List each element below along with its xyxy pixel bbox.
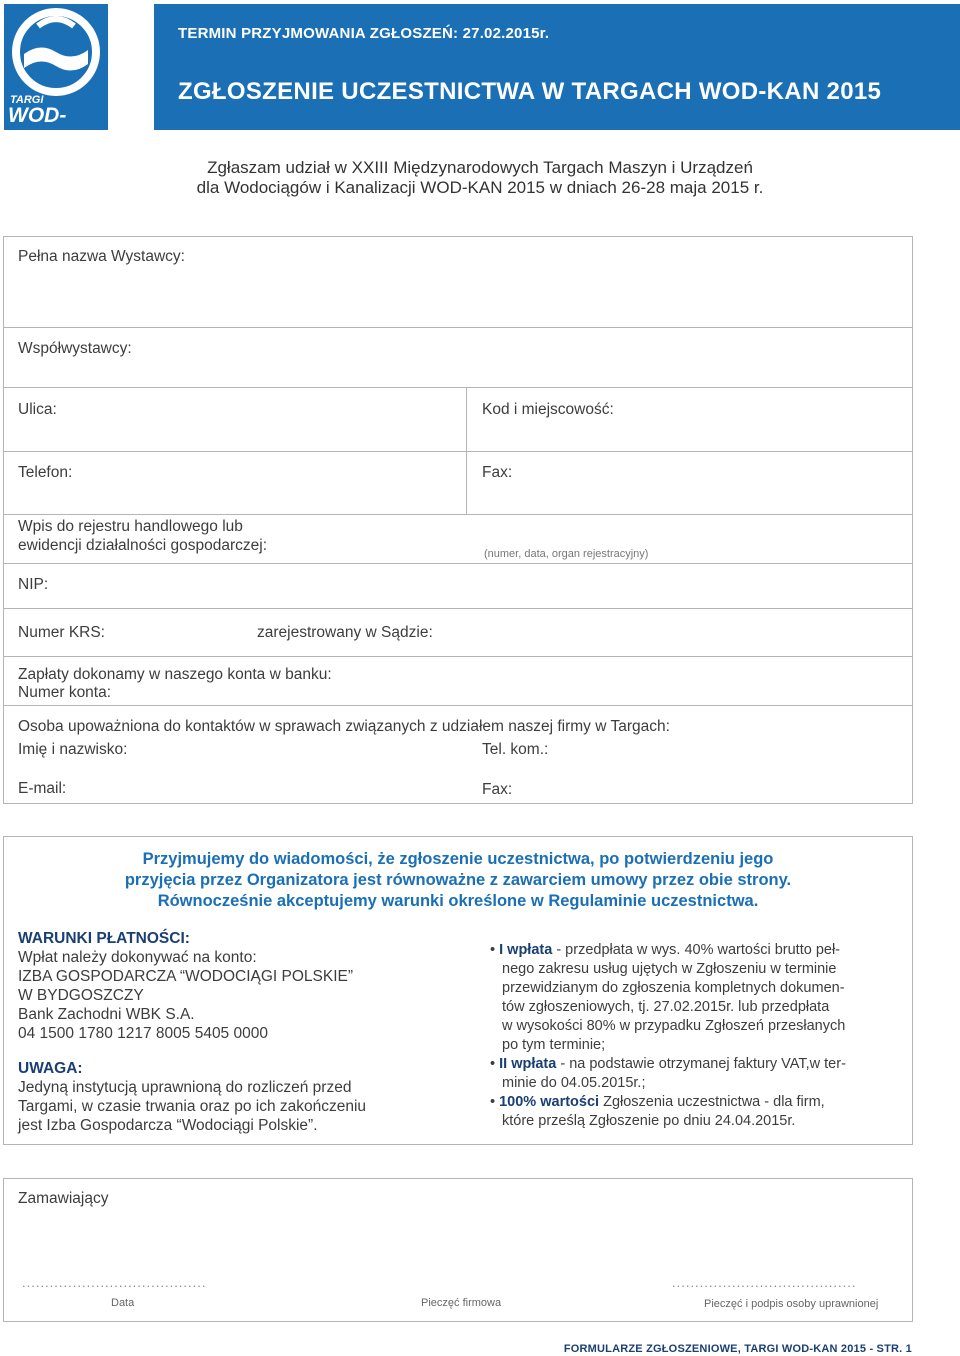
page-footer: FORMULARZE ZGŁOSZENIOWE, TARGI WOD-KAN 2015 - STR. 1 xyxy=(563,1343,912,1355)
krs-field[interactable]: Numer KRS: xyxy=(18,624,105,641)
contact-fax-field[interactable]: Fax: xyxy=(482,781,513,798)
divider xyxy=(4,563,912,564)
note-heading: UWAGA: xyxy=(18,1060,83,1077)
date-label: Data xyxy=(111,1297,135,1309)
street-field[interactable]: Ulica: xyxy=(18,401,57,418)
bullet-first-payment: • I wpłata - przedpłata w wys. 40% wartości brutto peł- xyxy=(490,942,840,958)
register-field[interactable]: ewidencji działalności gospodarczej: xyxy=(18,537,267,554)
logo-text-targi: TARGI xyxy=(10,94,44,106)
exhibitor-form xyxy=(3,236,913,804)
bullet-second-payment: • II wpłata - na podstawie otrzymanej faktury VAT,w ter- xyxy=(490,1056,846,1072)
contact-mobile-field[interactable]: Tel. kom.: xyxy=(482,741,549,758)
acceptance-line-2: przyjęcia przez Organizatora jest równoważne z zawarciem umowy przez obie strony. xyxy=(124,871,792,889)
bullet-icon: • xyxy=(490,942,500,958)
bullet-line: nego zakresu usług ujętych w Zgłoszeniu w terminie xyxy=(502,961,837,977)
divider xyxy=(466,387,467,514)
logo-text-wodkan: WOD-KAN xyxy=(8,104,67,151)
bullet-full-payment: • 100% wartości Zgłoszenia uczestnictwa - dla firm, xyxy=(490,1094,825,1110)
court-field[interactable]: zarejestrowany w Sądzie: xyxy=(257,624,433,641)
bullet-icon: • xyxy=(490,1094,500,1110)
payment-schedule xyxy=(490,941,908,1131)
fax-field[interactable]: Fax: xyxy=(482,464,513,481)
orderer-heading: Zamawiający xyxy=(18,1190,109,1207)
intro-text xyxy=(0,158,960,198)
contact-name-field[interactable]: Imię i nazwisko: xyxy=(18,741,128,758)
deadline-text: TERMIN PRZYJMOWANIA ZGŁOSZEŃ: 27.02.2015r. xyxy=(178,25,550,42)
register-label-1: Wpis do rejestru handlowego lub xyxy=(18,518,243,535)
acceptance-statement xyxy=(4,849,912,912)
divider xyxy=(4,608,912,609)
bullet-line: przewidzianym do zgłoszenia kompletnych dokumen- xyxy=(502,980,845,996)
phone-field[interactable]: Telefon: xyxy=(18,464,73,481)
divider xyxy=(4,327,912,328)
payment-bank-label: Zapłaty dokonamy w naszego konta w banku: xyxy=(18,666,332,683)
postal-city-field[interactable]: Kod i miejscowość: xyxy=(482,401,614,418)
divider xyxy=(4,705,912,706)
note-line: Jedyną instytucją uprawnioną do rozliczeń przed xyxy=(18,1079,352,1096)
payment-line: Wpłat należy dokonywać na konto: xyxy=(18,949,257,966)
register-hint: (numer, data, organ rejestracyjny) xyxy=(484,548,649,560)
bullet-line: w wysokości 80% w przypadku Zgłoszeń przesłanych xyxy=(502,1018,846,1034)
payment-terms xyxy=(18,929,366,1135)
intro-line-1: Zgłaszam udział w XXIII Międzynarodowych Targach Maszyn i Urządzeń xyxy=(207,158,753,177)
orderer-section xyxy=(3,1178,913,1322)
company-stamp-label: Pieczęć firmowa xyxy=(421,1297,502,1309)
date-signature-line[interactable]: ........................................ xyxy=(22,1275,207,1290)
contact-intro: Osoba upoważniona do kontaktów w sprawach związanych z udziałem naszej firmy w Targach: xyxy=(18,718,670,735)
nip-field[interactable]: NIP: xyxy=(18,576,49,593)
page-title: ZGŁOSZENIE UCZESTNICTWA W TARGACH WOD-KAN 2015 xyxy=(178,78,882,105)
bank-account-number: 04 1500 1780 1217 8005 5405 0000 xyxy=(18,1025,268,1042)
intro-line-2: dla Wodociągów i Kanalizacji WOD-KAN 2015 w dniach 26-28 maja 2015 r. xyxy=(196,178,764,197)
payment-line: W BYDGOSZCZY xyxy=(18,987,144,1004)
payment-heading: WARUNKI PŁATNOŚCI: xyxy=(18,930,190,947)
bullet-line: które prześlą Zgłoszenie po dniu 24.04.2015r. xyxy=(502,1113,796,1129)
authorized-signature-line[interactable]: ........................................ xyxy=(672,1275,857,1290)
exhibitor-name-field[interactable]: Pełna nazwa Wystawcy: xyxy=(18,248,185,265)
acceptance-line-1: Przyjmujemy do wiadomości, że zgłoszenie uczestnictwa, po potwierdzeniu jego xyxy=(142,850,774,868)
divider xyxy=(4,514,912,515)
acceptance-line-3: Równocześnie akceptujemy warunki określone w Regulaminie uczestnictwa. xyxy=(157,892,759,910)
co-exhibitors-field[interactable]: Współwystawcy: xyxy=(18,340,132,357)
header-banner xyxy=(154,4,960,130)
payment-line: Bank Zachodni WBK S.A. xyxy=(18,1006,195,1023)
payment-line: IZBA GOSPODARCZA “WODOCIĄGI POLSKIE” xyxy=(18,968,354,985)
terms-section xyxy=(3,836,913,1145)
contact-email-field[interactable]: E-mail: xyxy=(18,780,67,797)
targi-wod-kan-logo xyxy=(4,4,108,151)
signature-label: Pieczęć i podpis osoby uprawnionej xyxy=(704,1298,879,1310)
divider xyxy=(4,387,912,388)
divider xyxy=(4,656,912,657)
bullet-line: minie do 04.05.2015r.; xyxy=(502,1075,646,1091)
note-line: Targami, w czasie trwania oraz po ich zakończeniu xyxy=(18,1098,367,1115)
bullet-icon: • xyxy=(490,1056,500,1072)
account-number-field[interactable]: Numer konta: xyxy=(18,684,112,701)
bullet-line: tów zgłoszeniowych, tj. 27.02.2015r. lub przedpłata xyxy=(502,999,830,1015)
divider xyxy=(4,451,912,452)
note-line: jest Izba Gospodarcza “Wodociągi Polskie”. xyxy=(18,1117,318,1134)
bullet-line: po tym terminie; xyxy=(502,1037,606,1053)
